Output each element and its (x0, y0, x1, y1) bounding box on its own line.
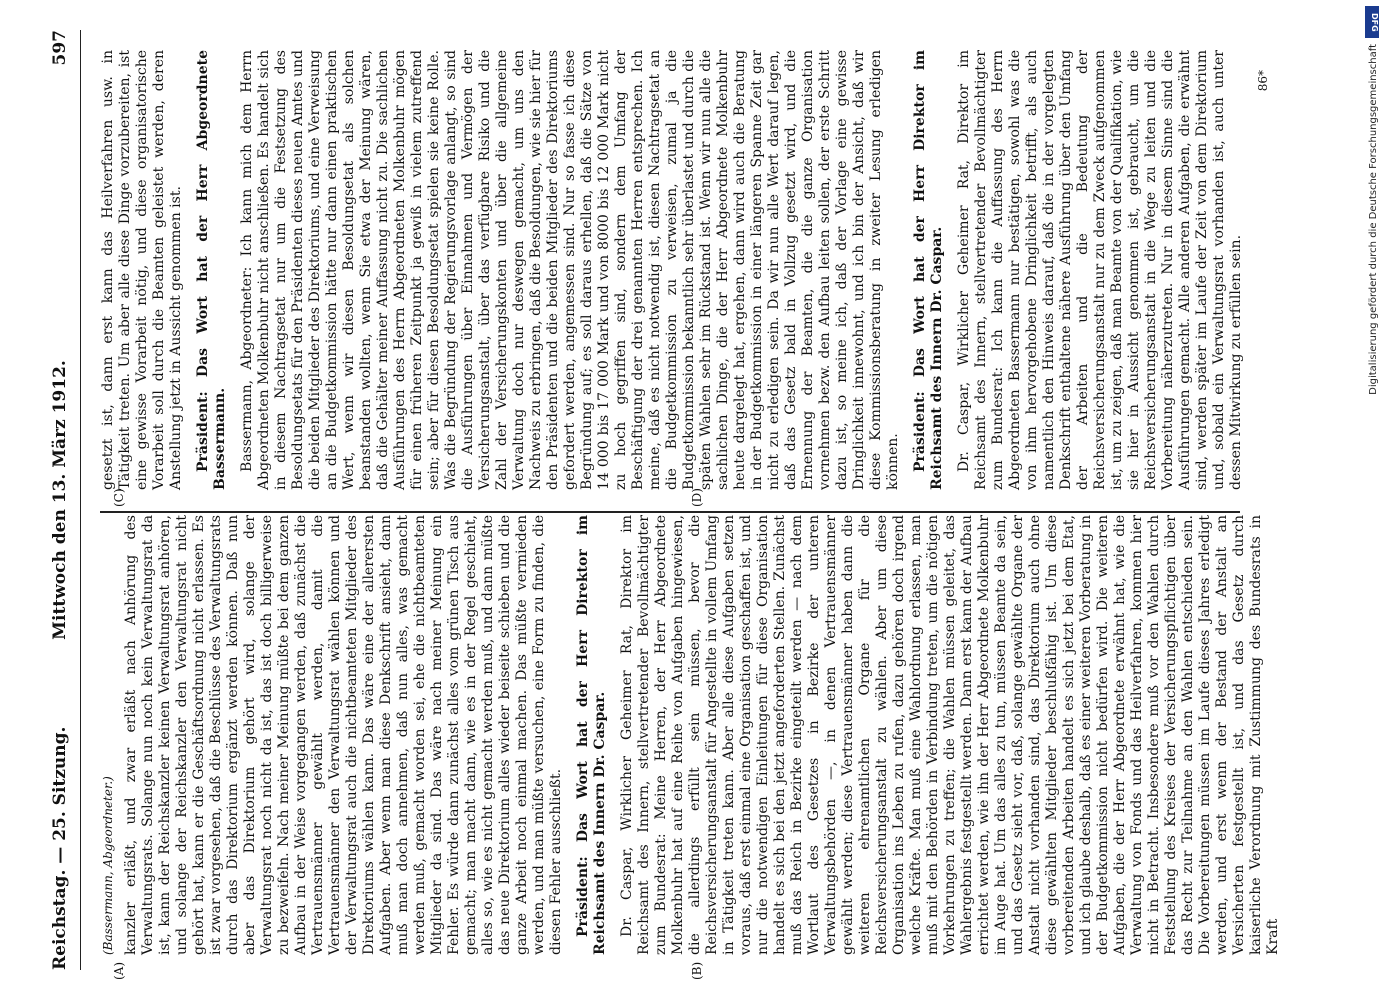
right-column (100, 50, 1270, 490)
margin-marker-a: (A) (112, 961, 126, 980)
paragraph: Präsident: Das Wort hat der Herr Direktor im Reichsamt des Innern Dr. Caspar. (912, 50, 945, 490)
dfg-logo: DFG (1365, 6, 1379, 38)
paragraph: Präsident: Das Wort hat der Herr Direktor im Reichsamt des Innern Dr. Caspar. (575, 515, 608, 955)
header-left: Reichstag. — 25. Sitzung. (50, 726, 70, 970)
margin-marker-b: (B) (690, 961, 704, 980)
page-header (40, 30, 81, 970)
funding-note: Digitalisierung gefördert durch die Deutsche Forschungsgemeinschaft (1368, 44, 1379, 395)
column-divider (100, 511, 1240, 513)
paragraph: Präsident: Das Wort hat der Herr Abgeordnete Bassermann. (195, 50, 228, 490)
paragraph: Dr. Caspar, Wirklicher Geheimer Rat, Direktor im Reichsamt des Innern, stellvertretender Bevollmächtigter zum Bundesrat: Ich kann die Auffassung des Herrn Abgeordneten Bassermann nur bestätigen, sowohl was die von ihm hervorgehobene Dringlichkeit betrifft, als auch namentlich den Hinweis darauf, daß die in der vorgelegten Denkschrift enthaltene nähere Ausführung über den Umfang der Arbeiten und die Bedeutung der Reichsversicherungsanstalt nur zu dem Zweck aufgenommen ist, um zu zeigen, daß man Beamte von der Qualifikation, wie sie hier in Aussicht genommen ist, gebraucht, um die Reichsversicherungsanstalt in die Wege zu leiten und die Vorbereitung näherzutreten. Nur in diesem Sinne sind die Ausführungen gemacht. Alle anderen Aufgaben, die erwähnt sind, werden später im Laufe der Zeit von dem Direktorium und, sobald ein Verwaltungsrat vorhanden ist, auch unter dessen Mitwirkung zu erfüllen sein. (956, 50, 1244, 490)
column-runner: (Bassermann, Abgeordneter.) (101, 776, 115, 955)
paragraph: kanzler erläßt, und zwar erläßt nach Anhörung des Verwaltungsrats. Solange nun noch kein Verwaltungsrat da ist, kann der Reichskanzler keinen Verwaltungsrat anhören, und solange der Reichskanzler den Verwaltungsrat nicht gehört hat, kann er die Geschäftsordnung nicht erlassen. Es ist zwar vorgesehen, daß die Beschlüsse des Verwaltungsrats durch das Direktorium ergänzt werden können. Daß nun aber das Direktorium gehört wird, solange der Verwaltungsrat noch nicht da ist, das ist doch billigerweise zu bezweifeln. Nach meiner Meinung müßte bei dem ganzen Aufbau in der Weise vorgegangen werden, daß zunächst die Vertrauensmänner gewählt werden, damit die Vertrauensmänner den Verwaltungsrat wählen können und der Verwaltungsrat auch die nichtbeamteten Mitglieder des Direktoriums wählen kann. Das wäre eine der allerersten Aufgaben. Aber wenn man diese Denkschrift ansieht, dann muß man doch annehmen, daß nun alles, was gemacht werden muß, gemacht worden sei, ehe die nichtbeamteten Mitglieder da sind. Das wäre nach meiner Meinung ein Fehler. Es würde dann zunächst alles vom grünen Tisch aus gemacht; man macht dann, wie es in der Regel geschieht, alles so, wie es nicht gemacht werden muß, und dann müßte das neue Direktorium alles wieder beiseite schieben und die ganze Arbeit noch einmal machen. Das müßte vermieden werden, und man müßte versuchen, eine Form zu finden, die diesen Fehler ausschließt. (123, 515, 564, 955)
paragraph: gesetzt ist, dann erst kann das Heilverfahren usw. in Tätigkeit treten. Um aber alle diese Dinge vorzubereiten, ist eine gewisse Vorarbeit nötig, und diese organisatorische Vorarbeit soll durch die Beamten geleistet werden, deren Anstellung jetzt in Aussicht genommen ist. (100, 50, 184, 490)
signature-mark: 86* (1256, 70, 1270, 92)
paragraph: Bassermann, Abgeordneter: Ich kann mich dem Herrn Abgeordneten Molkenbuhr nicht anschließen. Es handelt sich in diesem Nachtragsetat nur um die Festsetzung des Besoldungsetats für den Präsidenten dieses neuen Amtes und die beiden Mitglieder des Direktoriums, und eine Verweisung an die Budgetkommission hätte nur dann einen praktischen Wert, wenn wir diesen Besoldungsetat als solchen beanstanden wollten, wenn Sie etwa der Meinung wären, daß die Gehälter meiner Auffassung nicht zu. Die sachlichen Ausführungen des Herrn Abgeordneten Molkenbuhr mögen für einen früheren Zeitpunkt ja gewiß in vielem zutreffend sein; aber für diesen Besoldungsetat spielen sie keine Rolle. Was die Begründung der Regierungsvorlage anlangt, so sind die Ausführungen über Einnahmen und Vermögen der Versicherungsanstalt, über das verfügbare Risiko und die Zahl der Versicherungskonten und über die allgemeine Verwaltung doch nur deswegen gemacht, um uns den Nachweis zu erbringen, daß die Besoldungen, wie sie hier für den Präsidenten und die beiden Mitglieder des Direktoriums gefordert werden, angemessen sind. Nur so fasse ich diese Begründung auf; es soll daraus erhellen, daß die Sätze von 14 000 bis 17 000 Mark und von 8000 bis 12 000 Mark nicht zu hoch gegriffen sind, sondern dem Umfang der Beschäftigung der drei genannten Herren entsprechen. Ich meine, daß es nicht notwendig ist, diesen Nachtragsetat an die Budgetkommission zu verweisen, zumal ja die Budgetkommission bekanntlich sehr überlastet und durch die späten Wahlen sehr im Rückstand ist. Wenn wir nun alle die sachlichen Dinge, die der Herr Abgeordnete Molkenbuhr heute dargelegt hat, ergehen, dann wird auch die Beratung in der Budgetkommission in einer längeren Spanne Zeit gar nicht zu erledigen sein. Da wir nun alle Wert darauf legen, daß das Gesetz bald in Vollzug gesetzt wird, und die Ernennung der Beamten, die die ganze Organisation vornehmen bezw. den Aufbau leiten sollen, der erste Schritt dazu ist, so meine ich, daß der Vorlage eine gewisse Dringlichkeit innewohnt, und ich bin der Ansicht, daß wir diese Kommissionsberatung in zweiter Lesung erledigen können. (239, 50, 901, 490)
page-number: 597 (50, 30, 70, 66)
paragraph: Dr. Caspar, Wirklicher Geheimer Rat, Direktor im Reichsamt des Innern, stellvertretender Bevollmächtigter zum Bundesrat: Meine Herren, der Herr Abgeordnete Molkenbuhr hat auf eine Reihe von Aufgaben hingewiesen, die allerdings erfüllt sein müssen, bevor die Reichsversicherungsanstalt für Angestellte in vollem Umfang in Tätigkeit treten kann. Aber alle diese Aufgaben setzen voraus, daß erst einmal eine Organisation geschaffen ist, und nur die notwendigen Einleitungen für diese Organisation handelt es sich bei den jetzt angeforderten Stellen. Zunächst muß das Reich in Bezirke eingeteilt werden — nach dem Wortlaut des Gesetzes in Bezirke der unteren Verwaltungsbehörden —, in denen Vertrauensmänner gewählt werden; diese Vertrauensmänner haben dann die weiteren ehrenamtlichen Organe für die Reichsversicherungsanstalt zu wählen. Aber um diese Organisation ins Leben zu rufen, dazu gehören doch irgend welche Kräfte. Man muß eine Wahlordnung erlassen, man muß mit den Behörden in Verbindung treten, um die nötigen Vorkehrungen zu treffen; die Wahlen müssen geleitet, das Wahlergebnis festgestellt werden. Dann erst kann der Aufbau errichtet werden, wie ihn der Herr Abgeordnete Molkenbuhr im Auge hat. Um das alles zu tun, müssen Beamte da sein, und das Gesetz sieht vor, daß, solange gewählte Organe der Anstalt nicht vorhanden sind, das Direktorium auch ohne diese gewählten Mitglieder beschlußfähig ist. Um diese vorbereitenden Arbeiten handelt es sich jetzt bei dem Etat, und ich glaube deshalb, daß es einer weiteren Vorberatung in der Budgetkommission nicht bedürfen wird. Die weiteren Aufgaben, die der Herr Abgeordnete erwähnt hat, wie die Verwaltung von Fonds und das Heilverfahren, kommen hier nicht in Betracht. Insbesondere muß vor den Wahlen durch Feststellung des Kreises der Versicherungspflichtigen über das Recht zur Teilnahme an den Wahlen entschieden sein. Die Vorbereitungen müssen im Laufe dieses Jahres erledigt werden, und erst wenn der Bestand der Anstalt an Versicherten festgestellt ist, und das Gesetz durch kaiserliche Verordnung mit Zustimmung des Bundesrats in Kraft (619, 514, 1281, 955)
header-center: Mittwoch den 13. März 1912. (50, 360, 70, 640)
left-column (100, 515, 1292, 955)
margin-marker-c: (C) (112, 488, 126, 507)
margin-marker-d: (D) (690, 488, 704, 507)
